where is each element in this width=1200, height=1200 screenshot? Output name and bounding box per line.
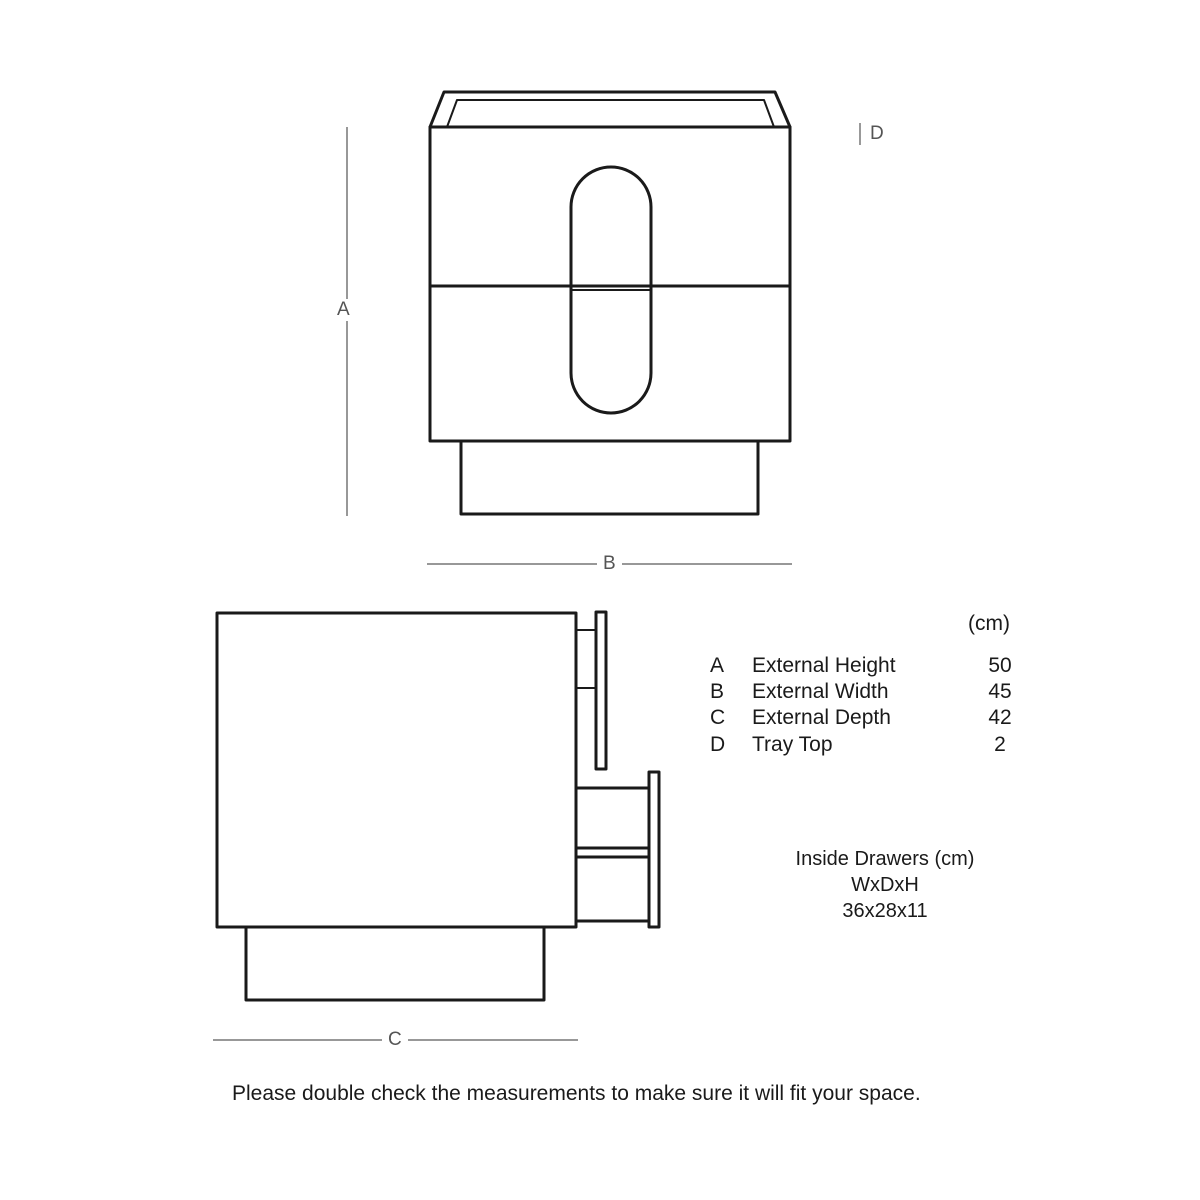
dimension-row <box>710 680 1030 706</box>
dimension-label-d: D <box>864 123 890 145</box>
side-view <box>217 612 659 1000</box>
dimension-row <box>710 654 1030 680</box>
inside-drawers-size: 36x28x11 <box>842 900 928 922</box>
tray-top-outline <box>430 92 790 127</box>
upper-drawer-face <box>596 612 606 769</box>
units-header: (cm) <box>968 612 1010 635</box>
dimension-label-c: C <box>382 1029 408 1051</box>
dimension-value: 50 <box>988 654 1012 677</box>
inside-drawers-title: Inside Drawers (cm) <box>795 848 975 870</box>
dimension-value: 2 <box>994 733 1006 756</box>
dimension-label: External Height <box>752 654 896 677</box>
lower-drawer-front <box>430 286 790 441</box>
dimension-key: A <box>710 654 725 677</box>
dimension-key: B <box>710 680 725 703</box>
dimension-value: 45 <box>988 680 1012 703</box>
dimension-value: 42 <box>988 706 1012 729</box>
plinth-base-side <box>246 927 544 1000</box>
tray-top-inner <box>447 100 774 127</box>
dimension-key: D <box>710 733 726 756</box>
dimension-label-a: A <box>331 299 356 321</box>
dimension-row <box>710 733 1030 759</box>
inside-drawers-format: WxDxH <box>851 874 919 896</box>
cabinet-side <box>217 613 576 927</box>
upper-drawer-front <box>430 127 790 286</box>
front-view <box>430 92 790 514</box>
dimension-label: External Depth <box>752 706 891 729</box>
lower-drawer-face <box>649 772 659 927</box>
dimension-row <box>710 706 1030 732</box>
inside-drawers-info <box>770 846 1000 924</box>
footer-note: Please double check the measurements to make sure it will fit your space. <box>232 1082 921 1105</box>
dimension-label: Tray Top <box>752 733 833 756</box>
dimension-key: C <box>710 706 726 729</box>
dimension-label-b: B <box>597 553 622 575</box>
dimension-label: External Width <box>752 680 889 703</box>
plinth-base-front <box>461 441 758 514</box>
